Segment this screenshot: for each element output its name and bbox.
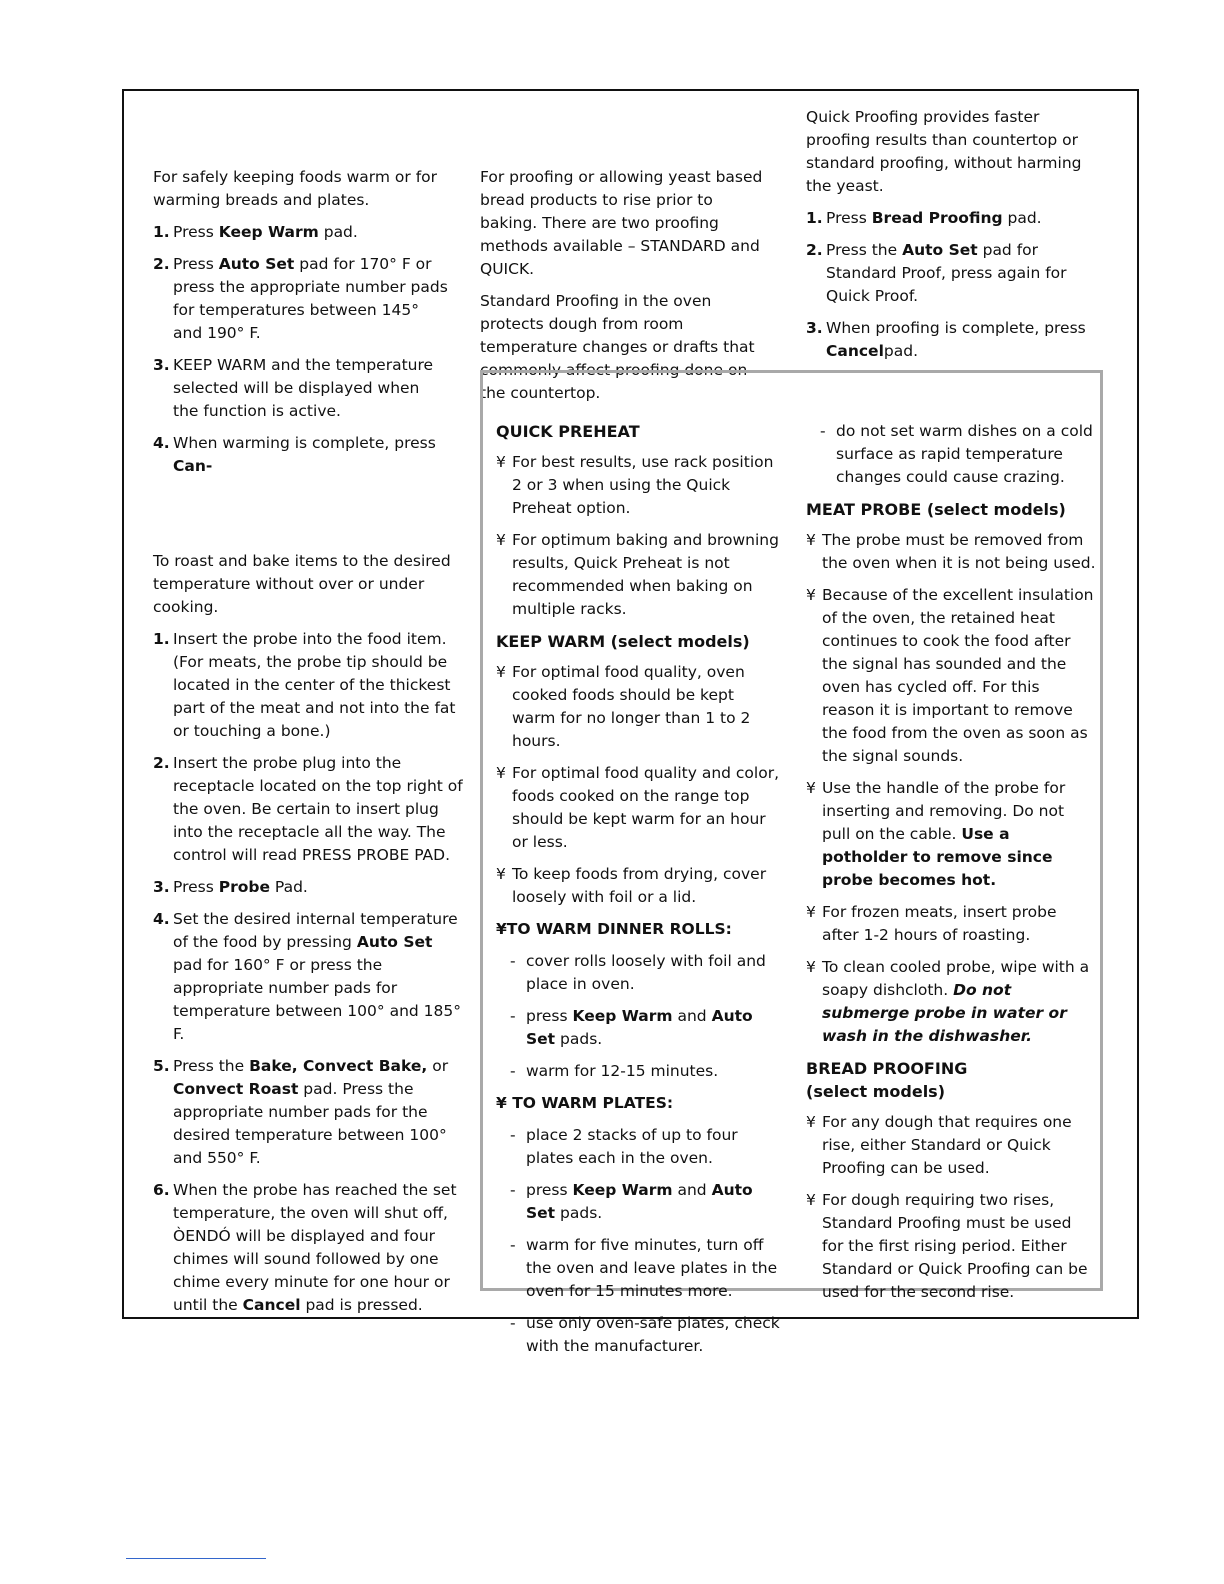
meat-probe-tips-list bbox=[806, 529, 1096, 1048]
list-item: 6. When the probe has reached the set temperature, the oven will shut off, ÒENDÓ will be displayed and four chimes will sound followed by one chime every minute for one hour or until the Cancel pad is pressed. bbox=[153, 1181, 457, 1314]
list-item: 1. Press Keep Warm pad. bbox=[153, 223, 358, 241]
list-item: 3. Press Probe Pad. bbox=[153, 878, 308, 896]
quick-proofing-steps bbox=[806, 207, 1100, 363]
list-item: ¥ For optimal food quality and color, foods cooked on the range top should be kept warm for an hour or less. bbox=[496, 764, 780, 851]
tips-left-column bbox=[496, 420, 780, 1367]
quick-preheat-list bbox=[496, 451, 780, 621]
bread-proofing-heading: BREAD PROOFING (select models) bbox=[806, 1059, 968, 1101]
list-item: 5. Press the Bake, Convect Bake, or Convect Roast pad. Press the appropriate number pads for the desired temperature between 100° and 550° F. bbox=[153, 1057, 449, 1167]
quick-proofing-intro: Quick Proofing provides faster proofing results than countertop or standard proofing, without harming the yeast. bbox=[806, 108, 1082, 195]
list-item: - press Keep Warm and Auto Set pads. bbox=[510, 1181, 753, 1222]
list-item: - press Keep Warm and Auto Set pads. bbox=[510, 1007, 753, 1048]
plates-list bbox=[496, 1124, 780, 1358]
meat-probe-heading: MEAT PROBE (select models) bbox=[806, 500, 1066, 519]
list-item: - warm for five minutes, turn off the oven and leave plates in the oven for 15 minutes more. bbox=[510, 1236, 778, 1300]
list-item: ¥ For optimal food quality, oven cooked foods should be kept warm for no longer than 1 to 2 hours. bbox=[496, 663, 751, 750]
bread-proofing-tips-list bbox=[806, 1111, 1096, 1304]
list-item: ¥ Use the handle of the probe for inserting and removing. Do not pull on the cable. Use a potholder to remove since probe becomes hot. bbox=[806, 779, 1066, 889]
plates-continued-list bbox=[806, 420, 1096, 489]
quick-proofing-section bbox=[806, 106, 1100, 372]
list-item: 2. Insert the probe plug into the receptacle located on the top right of the oven. Be certain to insert plug into the receptacle all the way. The control will read PRESS PROBE PAD. bbox=[153, 754, 463, 864]
list-item: 3. KEEP WARM and the temperature selected will be displayed when the function is active. bbox=[153, 356, 434, 420]
list-item: - place 2 stacks of up to four plates each in the oven. bbox=[510, 1126, 738, 1167]
meat-probe-steps bbox=[153, 628, 463, 1317]
list-item: ¥ To keep foods from drying, cover loosely with foil or a lid. bbox=[496, 865, 767, 906]
quick-preheat-heading: QUICK PREHEAT bbox=[496, 422, 640, 441]
list-item: ¥ For dough requiring two rises, Standard Proofing must be used for the first rising period. Either Standard or Quick Proofing can be used for the second rise. bbox=[806, 1191, 1088, 1301]
meat-probe-section bbox=[153, 550, 463, 1326]
list-item: ¥ For best results, use rack position 2 or 3 when using the Quick Preheat option. bbox=[496, 453, 774, 517]
list-item: - cover rolls loosely with foil and place in oven. bbox=[510, 952, 766, 993]
list-item: ¥ For optimum baking and browning results, Quick Preheat is not recommended when baking on multiple racks. bbox=[496, 531, 779, 618]
plates-heading: ¥ TO WARM PLATES: bbox=[496, 1094, 674, 1112]
keep-warm-steps bbox=[153, 221, 449, 478]
list-item: ¥ To clean cooled probe, wipe with a soapy dishcloth. Do not submerge probe in water or wash in the dishwasher. bbox=[806, 958, 1090, 1045]
footer-link-underline bbox=[126, 1558, 266, 1559]
list-item: 4. When warming is complete, press Can- bbox=[153, 434, 436, 475]
keep-warm-intro: For safely keeping foods warm or for warming breads and plates. bbox=[153, 168, 438, 209]
keep-warm-heading: KEEP WARM (select models) bbox=[496, 632, 750, 651]
dinner-rolls-list bbox=[496, 950, 780, 1083]
dinner-rolls-heading: ¥TO WARM DINNER ROLLS: bbox=[496, 920, 732, 938]
keep-warm-tips-list bbox=[496, 661, 780, 909]
list-item: ¥ For frozen meats, insert probe after 1-2 hours of roasting. bbox=[806, 903, 1057, 944]
standard-proofing-text: Standard Proofing in the oven protects dough from room temperature changes or drafts that commonly affect proofing done on the countertop. bbox=[480, 292, 755, 402]
list-item: 1. Press Bread Proofing pad. bbox=[806, 209, 1042, 227]
list-item: ¥ Because of the excellent insulation of the oven, the retained heat continues to cook the food after the signal has sounded and the oven has cycled off. For this reason it is important to remove the food from the oven as soon as the signal sounds. bbox=[806, 586, 1094, 765]
list-item: 4. Set the desired internal temperature of the food by pressing Auto Set pad for 160° F or press the appropriate number pads for temperature between 100° and 185° F. bbox=[153, 910, 461, 1043]
keep-warm-section bbox=[153, 166, 449, 487]
list-item: 2. Press the Auto Set pad for Standard Proof, press again for Quick Proof. bbox=[806, 241, 1067, 305]
list-item: ¥ The probe must be removed from the oven when it is not being used. bbox=[806, 531, 1096, 572]
list-item: 2. Press Auto Set pad for 170° F or press the appropriate number pads for temperatures between 145° and 190° F. bbox=[153, 255, 448, 342]
bread-proofing-intro: For proofing or allowing yeast based bread products to rise prior to baking. There are two proofing methods available – STANDARD and QUICK. bbox=[480, 168, 763, 278]
meat-probe-intro: To roast and bake items to the desired temperature without over or under cooking. bbox=[153, 552, 451, 616]
list-item: - use only oven-safe plates, check with the manufacturer. bbox=[510, 1314, 780, 1355]
tips-right-column bbox=[806, 420, 1096, 1313]
list-item: ¥ For any dough that requires one rise, either Standard or Quick Proofing can be used. bbox=[806, 1113, 1072, 1177]
list-item: - do not set warm dishes on a cold surface as rapid temperature changes could cause crazing. bbox=[820, 422, 1093, 486]
list-item: 1. Insert the probe into the food item. (For meats, the probe tip should be located in the center of the thickest part of the meat and not into the fat or touching a bone.) bbox=[153, 630, 456, 740]
list-item: 3. When proofing is complete, press Cancelpad. bbox=[806, 319, 1086, 360]
list-item: - warm for 12-15 minutes. bbox=[510, 1062, 719, 1080]
